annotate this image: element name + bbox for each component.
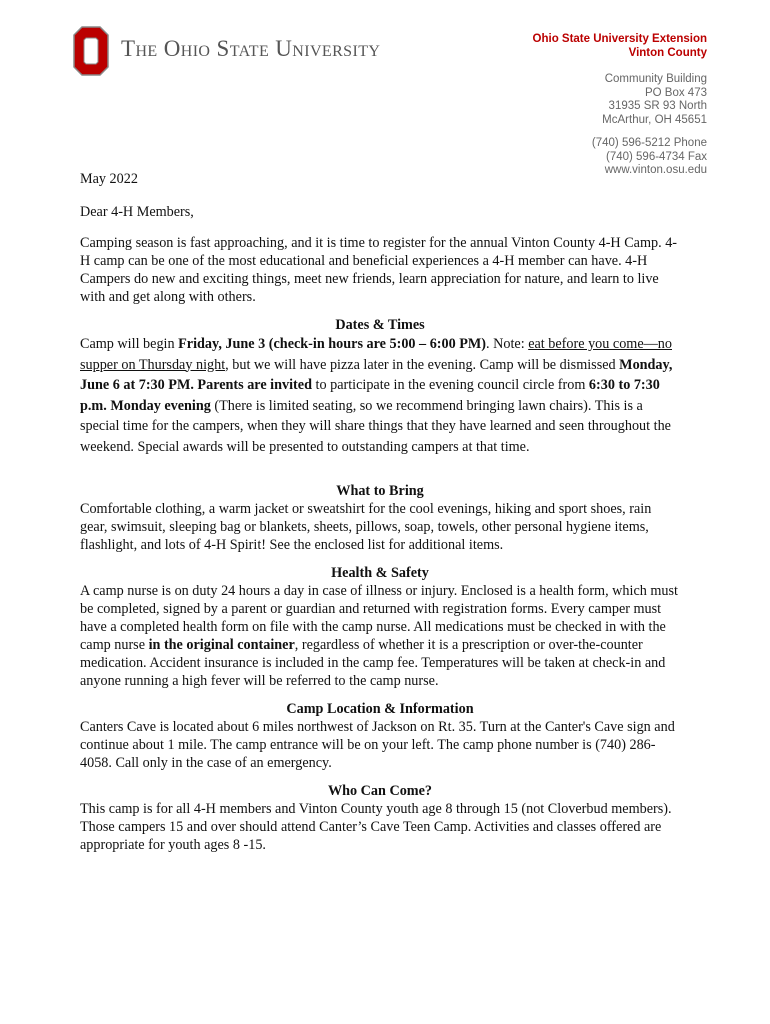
location-paragraph: Canters Cave is located about 6 miles northwest of Jackson on Rt. 35. Turn at the Canter's Cave sign and continue about 1 mile. The camp entrance will be on your left. The camp phone number is (740) 286-4058. Call only in the case of an emergency. [80, 719, 675, 771]
address-line: McArthur, OH 45651 [602, 113, 707, 126]
who-heading: Who Can Come? [327, 783, 433, 799]
letter-body [80, 170, 680, 854]
department-name: Ohio State University Extension [532, 33, 707, 45]
location-heading: Camp Location & Information [286, 701, 474, 717]
original-container-note: in the original container [148, 637, 295, 653]
county-name: Vinton County [628, 46, 707, 59]
block-o-logo [73, 26, 109, 76]
health-heading: Health & Safety [331, 565, 429, 581]
address-line: 31935 SR 93 North [608, 100, 707, 112]
bring-heading: What to Bring [336, 483, 424, 499]
dismissal-time: Monday, June 6 at 7:30 PM. Parents are invited [80, 356, 673, 393]
council-circle-time: 6:30 to 7:30 p.m. Monday evening [80, 377, 660, 414]
letter-date: May 2022 [80, 171, 138, 187]
health-paragraph: A camp nurse is on duty 24 hours a day in case of illness or injury. Enclosed is a health form, which must be completed, signed by a parent or guardian and returned with registration forms. Every camper must have a completed health form on file with the camp nurse. All medications must be checked in with the camp nurse in the original container, regardless of whether it is a prescription or over-the-counter medication. Accident insurance is included in the camp fee. Temperatures will be taken at check-in and anyone running a high fever will be referred to the camp nurse. [80, 583, 678, 689]
intro-paragraph: Camping season is fast approaching, and it is time to register for the annual Vinton County 4-H Camp. 4-H camp can be one of the most educational and beneficial experiences a 4-H member can have. 4-H Campers do new and exciting things, meet new friends, learn appreciation for nature, and learn to live with and get along with others. [80, 235, 678, 305]
salutation: Dear 4-H Members, [80, 204, 194, 220]
dates-paragraph: Camp will begin Friday, June 3 (check-in hours are 5:00 – 6:00 PM). Note: eat before you come—no supper on Thursday night, but we will have pizza later in the evening. Camp will be dismissed Monday, June 6 at 7:30 PM. Parents are invited to participate in the evening council circle from 6:30 to 7:30 p.m. Monday evening (There is limited seating, so we recommend bringing lawn chairs). This is a special time for the campers, when they will share things that they have learned and seen throughout the weekend. Special awards will be presented to outstanding campers at that time. [80, 336, 673, 455]
supper-note: eat before you come—no supper on Thursday night, [80, 336, 672, 373]
university-name: The Ohio State University [121, 36, 381, 61]
phone-number: (740) 596-5212 Phone [591, 137, 707, 149]
bring-paragraph: Comfortable clothing, a warm jacket or sweatshirt for the cool evenings, hiking and sport shoes, rain gear, swimsuit, sleeping bag or blankets, sheets, pillows, soap, towels, other personal hygiene items, flashlight, and lots of 4-H Spirit! See the enclosed list for additional items. [80, 501, 652, 553]
fax-number: (740) 596-4734 Fax [605, 150, 707, 163]
dates-heading: Dates & Times [335, 317, 425, 333]
check-in-time: Friday, June 3 (check-in hours are 5:00 – 6:00 PM) [178, 336, 487, 352]
contact-block [533, 33, 707, 178]
website-link[interactable]: www.vinton.osu.edu [604, 164, 707, 176]
who-paragraph: This camp is for all 4-H members and Vinton County youth age 8 through 15 (not Cloverbud members). Those campers 15 and over should attend Canter’s Cave Teen Camp. Activities and classes offered are appropriate for youth ages 8 -15. [80, 801, 672, 853]
address-line: PO Box 473 [644, 86, 707, 99]
address-line: Community Building [604, 73, 707, 85]
